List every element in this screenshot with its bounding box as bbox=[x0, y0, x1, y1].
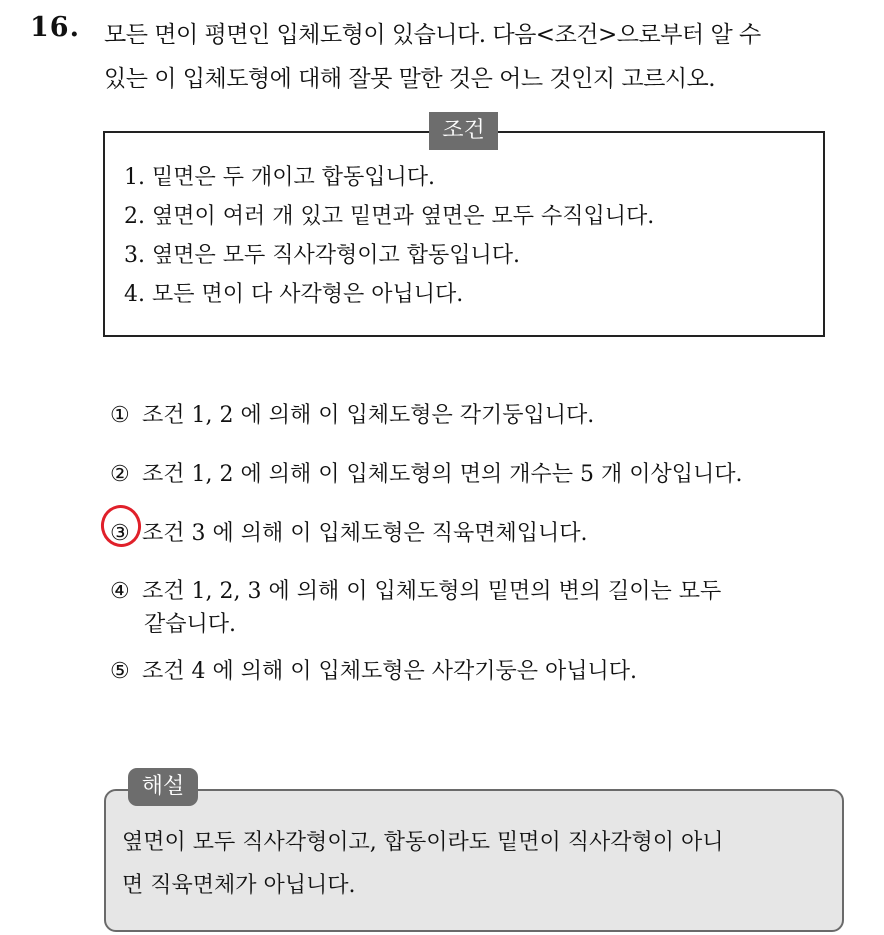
choice-text: 조건 1, 2 에 의해 이 입체도형은 각기둥입니다. bbox=[142, 403, 595, 428]
question-text bbox=[104, 13, 874, 101]
choice-text: 조건 3 에 의해 이 입체도형은 직육면체입니다. bbox=[142, 521, 588, 546]
choice-mark: ① bbox=[110, 403, 130, 428]
explanation-line-2: 면 직육면체가 아닙니다. bbox=[122, 873, 356, 898]
choice-text: 조건 1, 2 에 의해 이 입체도형의 면의 개수는 5 개 이상입니다. bbox=[142, 462, 743, 487]
question-line-2: 있는 이 입체도형에 대해 잘못 말한 것은 어느 것인지 고르시오. bbox=[104, 66, 716, 92]
choice-mark: ③ bbox=[110, 521, 130, 546]
choice-2[interactable] bbox=[110, 457, 742, 488]
choice-5[interactable] bbox=[110, 654, 637, 685]
choice-4[interactable] bbox=[110, 574, 721, 645]
choice-3[interactable] bbox=[110, 516, 588, 547]
conditions-label: 조건 bbox=[429, 112, 498, 150]
explanation-line-1: 옆면이 모두 직사각형이고, 합동이라도 밑면이 직사각형이 아니 bbox=[122, 830, 724, 855]
choice-mark: ② bbox=[110, 462, 130, 487]
choice-mark: ④ bbox=[110, 579, 130, 604]
condition-item: 1. 밑면은 두 개이고 합동입니다. bbox=[124, 165, 435, 190]
conditions-list bbox=[124, 158, 654, 314]
explanation-label: 해설 bbox=[128, 768, 198, 806]
choice-text: 조건 4 에 의해 이 입체도형은 사각기둥은 아닙니다. bbox=[142, 659, 637, 684]
choice-1[interactable] bbox=[110, 398, 594, 429]
condition-item: 2. 옆면이 여러 개 있고 밑면과 옆면은 모두 수직입니다. bbox=[124, 204, 655, 229]
question-line-1: 모든 면이 평면인 입체도형이 있습니다. 다음<조건>으로부터 알 수 bbox=[104, 22, 761, 48]
choice-text-continued: 같습니다. bbox=[144, 612, 237, 637]
explanation-text bbox=[122, 821, 832, 907]
choice-mark: ⑤ bbox=[110, 659, 130, 684]
condition-item: 4. 모든 면이 다 사각형은 아닙니다. bbox=[124, 282, 464, 307]
choice-text: 조건 1, 2, 3 에 의해 이 입체도형의 밑면의 변의 길이는 모두 bbox=[142, 579, 722, 604]
question-number: 16. bbox=[30, 12, 80, 43]
condition-item: 3. 옆면은 모두 직사각형이고 합동입니다. bbox=[124, 243, 520, 268]
